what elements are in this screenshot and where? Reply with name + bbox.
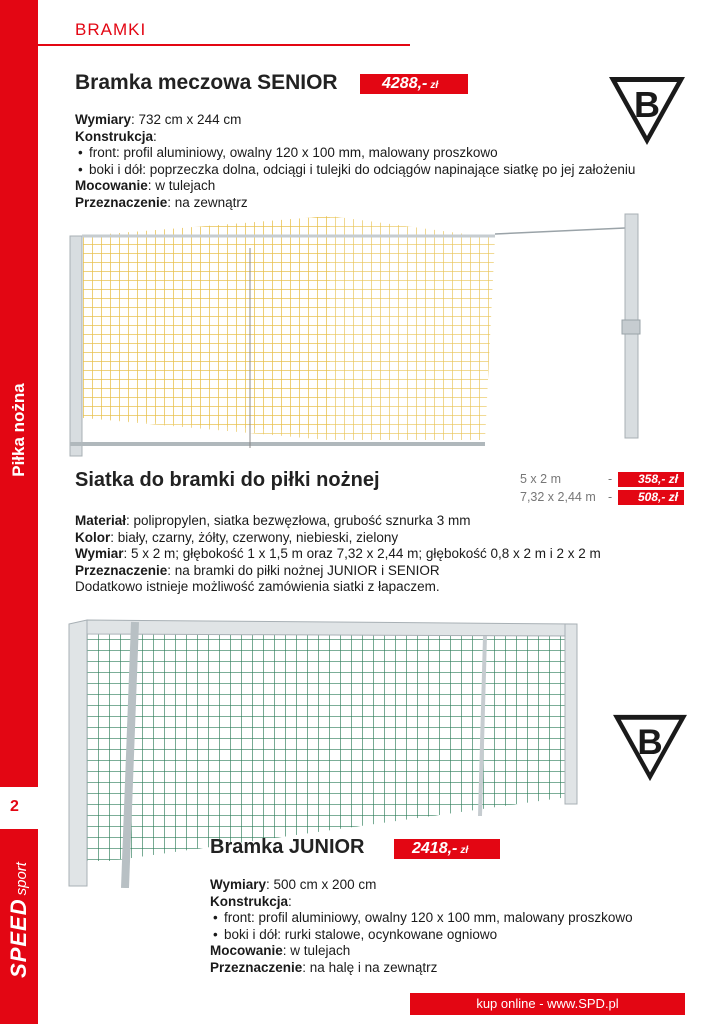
spec-value: : biały, czarny, żółty, czerwony, niebieski, zielony [110,529,399,545]
product3-title: Bramka JUNIOR [210,836,365,858]
spec-label: Wymiary [210,877,267,892]
section-label: Piłka nożna [9,383,28,477]
brand-name: SPEED [6,898,31,978]
dash-separator: - [608,490,613,504]
page-number-box [0,787,38,829]
spec-value: : 732 cm x 244 cm [131,112,242,127]
spec-value: : na bramki do piłki nożnej JUNIOR i SENIOR [167,562,440,578]
spec-value: : na halę i na zewnątrz [302,959,438,975]
construction-list [210,910,700,943]
list-item: • boki i dół: poprzeczka dolna, odciągi i tulejki do odciągów napinające siatkę po jej założeniu [75,162,695,179]
size-label: 5 x 2 m [520,472,561,486]
list-item: • boki i dół: rurki stalowe, ocynkowane ogniowo [210,927,700,944]
size-price: 358,- zł [618,472,684,487]
spec-label: Przeznaczenie [75,562,168,578]
badge-letter: B [634,84,660,125]
product3-price [394,839,500,859]
spec-label: Przeznaczenie [75,194,168,210]
product1-specs [75,112,695,212]
product3-currency: zł [460,845,469,856]
product1-price-value: 4288,- [382,75,428,92]
spec-value: : polipropylen, siatka bezwęzłowa, grubość sznurka 3 mm [126,513,471,528]
category-title: BRAMKI [75,20,147,39]
brand-logo [6,862,32,978]
product3-price-value: 2418,- [412,840,458,857]
price-row [520,488,678,506]
senior-goal-image [65,208,655,458]
list-item: • front: profil aluminiowy, owalny 120 x 100 mm, malowany proszkowo [210,910,700,927]
net-price-list [520,470,678,506]
price-row [520,470,678,488]
size-label: 7,32 x 2,44 m [520,490,596,504]
spec-label: Wymiar [75,546,124,562]
spec-label: Konstrukcja [75,128,154,144]
spec-value: : na zewnątrz [167,194,248,210]
header-divider [38,44,410,46]
dash-separator: - [608,472,613,486]
size-price: 508,- zł [618,490,684,505]
spec-value: : [288,893,292,909]
shop-online-link[interactable]: kup online - www.SPD.pl [410,993,685,1015]
spec-label: Mocowanie [75,178,148,194]
spec-label: Przeznaczenie [210,959,303,975]
spec-label: Konstrukcja [210,893,289,909]
product2-specs [75,513,695,596]
extra-note: Dodatkowo istnieje możliwość zamówienia siatki z łapaczem. [75,579,440,595]
spec-value: : [153,128,157,144]
product1-currency: zł [430,80,439,91]
product2-title: Siatka do bramki do piłki nożnej [75,469,380,491]
product1-price [360,74,468,94]
spec-label: Mocowanie [210,943,283,959]
construction-list [75,145,695,178]
product1-title: Bramka meczowa SENIOR [75,71,338,94]
brand-sub: sport [13,862,30,896]
list-item: • front: profil aluminiowy, owalny 120 x 100 mm, malowany proszkowo [75,145,695,162]
b-category-icon [610,712,690,784]
spec-value: : 5 x 2 m; głębokość 1 x 1,5 m oraz 7,32 x 2,44 m; głębokość 0,8 x 2 m i 2 x 2 m [123,546,601,562]
spec-label: Materiał [75,513,127,528]
spec-value: : w tulejach [282,943,351,959]
spec-label: Kolor [75,529,111,545]
spec-value: : 500 cm x 200 cm [266,877,377,892]
spec-label: Wymiary [75,112,132,127]
spec-value: : w tulejach [147,178,216,194]
product3-specs [210,877,700,977]
page-number: 2 [10,798,19,815]
badge-letter: B [637,722,663,762]
